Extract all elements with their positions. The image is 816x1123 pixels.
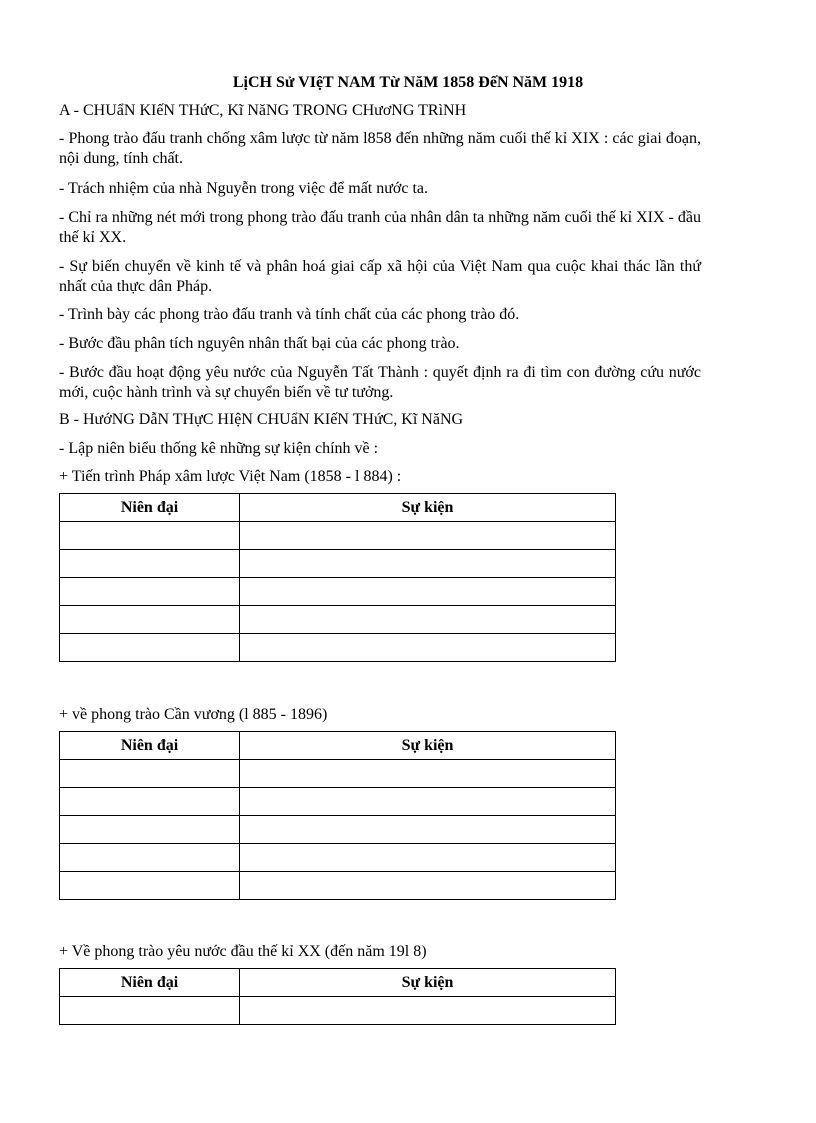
table-row — [60, 788, 616, 816]
table-cell[interactable] — [60, 788, 240, 816]
table-header-row — [60, 969, 616, 997]
table-cell[interactable] — [240, 550, 616, 578]
section-a-item: - Trình bày các phong trào đấu tranh và tính chất của các phong trào đó. — [59, 306, 520, 323]
table-row — [60, 634, 616, 662]
table-row — [60, 997, 616, 1025]
table-cell[interactable] — [240, 634, 616, 662]
table-cell[interactable] — [240, 872, 616, 900]
column-header-year: Niên đại — [60, 732, 240, 760]
section-a-item: - Chỉ ra những nét mới trong phong trào đấu tranh của nhân dân ta những năm cuối thế kỉ XIX - đầu thế kỉ XX. — [59, 209, 701, 246]
table-cell[interactable] — [240, 844, 616, 872]
events-table — [59, 968, 616, 1025]
table-heading: + Về phong trào yêu nước đầu thế kỉ XX (đến năm 19l 8) — [59, 943, 427, 960]
section-a-item: - Bước đầu phân tích nguyên nhân thất bại của các phong trào. — [59, 335, 460, 352]
table-cell[interactable] — [60, 522, 240, 550]
table-row — [60, 816, 616, 844]
table-cell[interactable] — [240, 760, 616, 788]
table-row — [60, 550, 616, 578]
table-row — [60, 522, 616, 550]
table-cell[interactable] — [60, 606, 240, 634]
section-a-item: - Bước đầu hoạt động yêu nước của Nguyễn Tất Thành : quyết định ra đi tìm con đường cứu nước mới, cuộc hành trình và sự chuyển biến về tư tưởng. — [59, 364, 701, 401]
table-cell[interactable] — [60, 760, 240, 788]
events-table — [59, 493, 616, 662]
table-cell[interactable] — [240, 997, 616, 1025]
column-header-event: Sự kiện — [240, 732, 616, 760]
table-heading: + về phong trào Cần vương (l 885 - 1896) — [59, 706, 328, 723]
section-a-item: - Phong trào đấu tranh chống xâm lược từ năm l858 đến những năm cuối thế kỉ XIX : các giai đoạn, nội dung, tính chất. — [59, 130, 701, 167]
column-header-event: Sự kiện — [240, 494, 616, 522]
section-a-heading: A - CHUẩN KIếN THứC, Kĩ NăNG TRONG CHươNG TRìNH — [59, 102, 467, 119]
column-header-year: Niên đại — [60, 969, 240, 997]
document-title: LịCH Sử VIệT NAM Từ NăM 1858 ĐếN NăM 1918 — [232, 74, 584, 91]
table-row — [60, 872, 616, 900]
section-b-intro: - Lập niên biểu thống kê những sự kiện chính về : — [59, 440, 379, 457]
column-header-event: Sự kiện — [240, 969, 616, 997]
table-cell[interactable] — [240, 816, 616, 844]
section-b-heading: B - HướNG DẫN THựC HIệN CHUẩN KIếN THứC, Kĩ NăNG — [59, 411, 464, 428]
table-header-row — [60, 494, 616, 522]
section-a-item: - Sự biến chuyển về kinh tế và phân hoá giai cấp xã hội của Việt Nam qua cuộc khai thác lần thứ nhất của thực dân Pháp. — [59, 258, 701, 295]
table-header-row — [60, 732, 616, 760]
table-cell[interactable] — [240, 578, 616, 606]
table-row — [60, 606, 616, 634]
table-row — [60, 844, 616, 872]
table-cell[interactable] — [60, 844, 240, 872]
table-cell[interactable] — [60, 816, 240, 844]
column-header-year: Niên đại — [60, 494, 240, 522]
table-cell[interactable] — [60, 872, 240, 900]
table-cell[interactable] — [240, 522, 616, 550]
table-cell[interactable] — [60, 997, 240, 1025]
table-cell[interactable] — [60, 550, 240, 578]
table-cell[interactable] — [240, 606, 616, 634]
section-a-item: - Trách nhiệm của nhà Nguyễn trong việc để mất nước ta. — [59, 180, 429, 197]
table-cell[interactable] — [240, 788, 616, 816]
table-heading: + Tiến trình Pháp xâm lược Việt Nam (1858 - l 884) : — [59, 468, 402, 485]
events-table — [59, 731, 616, 900]
table-row — [60, 578, 616, 606]
table-cell[interactable] — [60, 634, 240, 662]
table-row — [60, 760, 616, 788]
table-cell[interactable] — [60, 578, 240, 606]
